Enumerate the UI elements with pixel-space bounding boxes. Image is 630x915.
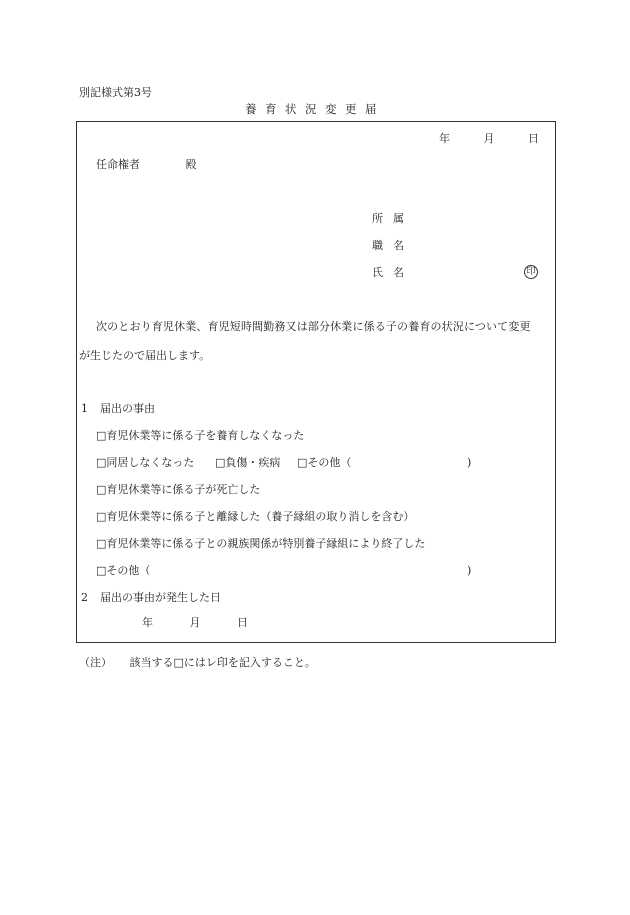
submission-date [439, 133, 539, 144]
footnote [79, 657, 316, 668]
name-label: 氏名 [372, 266, 414, 279]
checkbox-item-injury-illness[interactable]: □負傷・疾病 [215, 456, 281, 469]
checkbox-item-special-adoption[interactable]: □育児休業等に係る子との親族関係が特別養子縁組により終了した [96, 537, 426, 550]
checkbox-item-child-died[interactable]: □育児休業等に係る子が死亡した [96, 483, 261, 496]
body-text-line-2: が生じたので届出します。 [79, 349, 211, 362]
day-label: 日 [528, 132, 539, 145]
form-title: 養育状況変更届 [245, 102, 385, 116]
position-label: 職名 [372, 239, 414, 252]
addressee-suffix: 殿 [185, 158, 197, 171]
occurrence-year-label: 年 [142, 616, 153, 629]
other-1-close-paren: ) [467, 456, 472, 469]
occurrence-day-label: 日 [237, 616, 248, 629]
addressee [96, 159, 197, 170]
month-label: 月 [483, 132, 495, 145]
checkbox-item-not-cohabiting[interactable]: □同居しなくなった [96, 456, 195, 469]
addressee-label: 任命権者 [96, 158, 140, 171]
form-number: 別記様式第3号 [79, 86, 152, 99]
checkbox-item-other-2[interactable]: □その他（ [96, 564, 151, 577]
footnote-label: （注） [79, 656, 112, 669]
footnote-text: 該当する□にはレ印を記入すること。 [129, 656, 316, 669]
section-2-title: 届出の事由が発生した日 [100, 591, 221, 604]
checkbox-item-adoption-dissolved[interactable]: □育児休業等に係る子と離縁した（養子縁組の取り消しを含む） [96, 510, 415, 523]
section-1-number: 1 [81, 402, 88, 415]
occurrence-month-label: 月 [189, 616, 201, 629]
section-1-title: 届出の事由 [100, 402, 155, 415]
checkbox-item-other-1[interactable]: □その他（ [297, 456, 352, 469]
affiliation-label: 所属 [372, 212, 414, 225]
seal-mark: 印 [524, 265, 538, 279]
occurrence-date [142, 617, 248, 628]
other-2-close-paren: ) [467, 564, 472, 577]
checkbox-item-not-raising[interactable]: □育児休業等に係る子を養育しなくなった [96, 429, 305, 442]
section-2-number: 2 [81, 591, 88, 604]
year-label: 年 [439, 132, 450, 145]
body-text-line-1: 次のとおり育児休業、育児短時間勤務又は部分休業に係る子の養育の状況について変更 [96, 320, 531, 333]
